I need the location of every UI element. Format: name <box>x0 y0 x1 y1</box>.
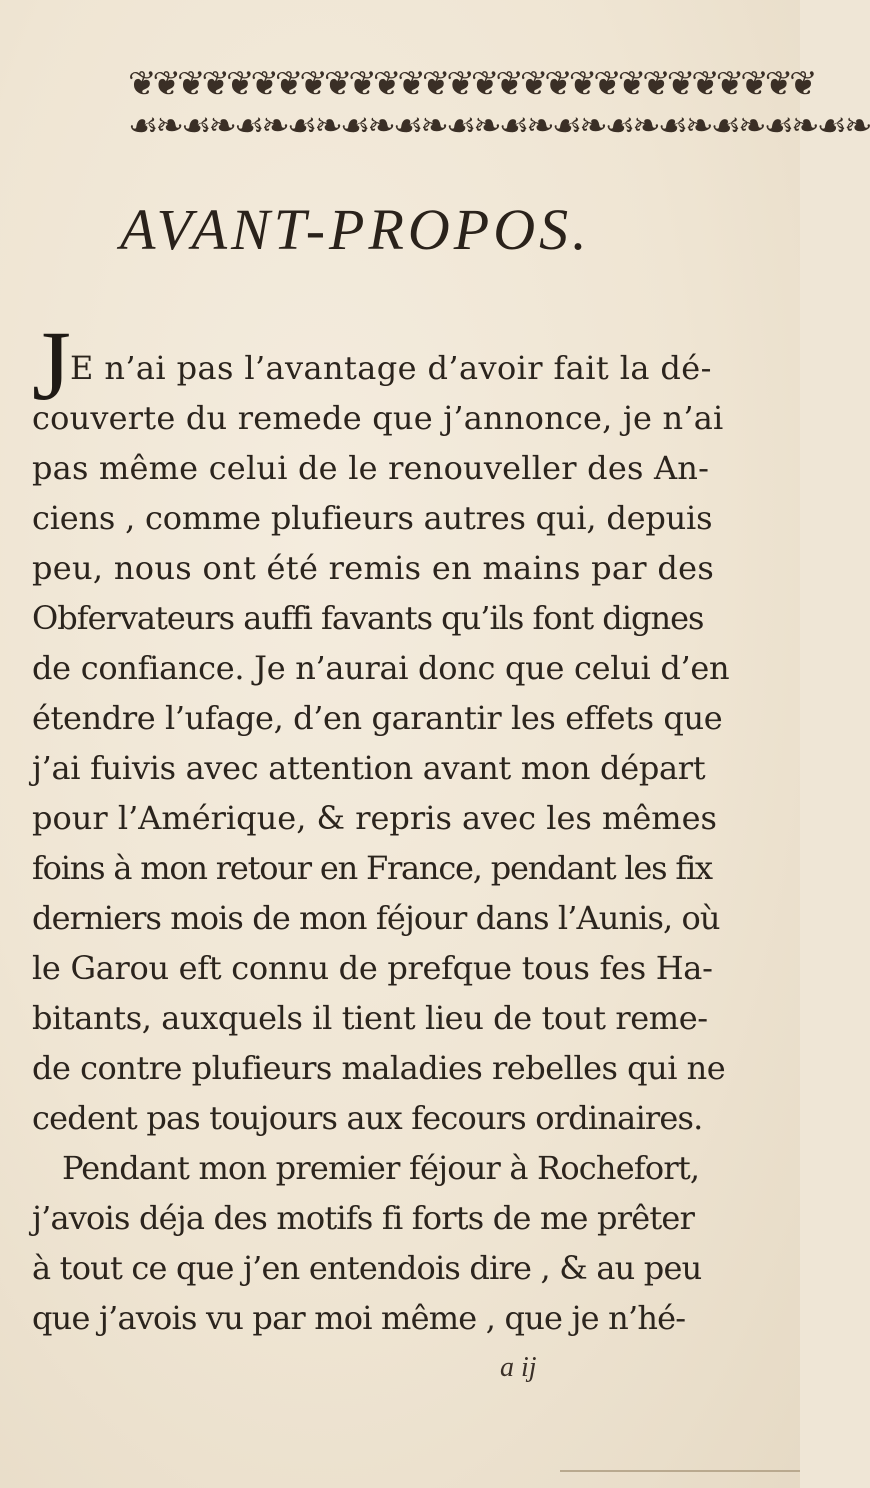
text-line-6: Obfervateurs auffi favants qu’ils font dignes <box>32 599 704 637</box>
text-line-13: le Garou eft connu de prefque tous fes Ha- <box>32 949 713 987</box>
text-line-18: j’avois déja des motifs fi forts de me prêter <box>32 1199 695 1237</box>
text-line-5: peu, nous ont été remis en mains par des <box>32 549 715 587</box>
text-line-14: bitants, auxquels il tient lieu de tout reme- <box>32 999 708 1037</box>
text-line-19: à tout ce que j’en entendois dire , & au peu <box>32 1249 702 1287</box>
text-line-11: foins à mon retour en France, pendant les fix <box>32 849 712 887</box>
page-heading: AVANT-PROPOS. <box>120 197 591 262</box>
text-line-16: cedent pas toujours aux fecours ordinaires. <box>32 1099 703 1137</box>
ornament-band-bottom: ☙❧☙❧☙❧☙❧☙❧☙❧☙❧☙❧☙❧☙❧☙❧☙❧☙❧☙❧ <box>128 106 870 146</box>
text-line-2: couverte du remede que j’annonce, je n’ai <box>32 399 724 437</box>
text-line-9: j’ai fuivis avec attention avant mon départ <box>32 749 706 787</box>
text-line-1: E n’ai pas l’avantage d’avoir fait la dé- <box>70 349 712 387</box>
text-line-12: derniers mois de mon féjour dans l’Aunis, où <box>32 899 720 937</box>
drop-capital: J <box>32 310 71 421</box>
signature-mark: a ij <box>500 1352 537 1383</box>
text-line-4: ciens , comme plufieurs autres qui, depuis <box>32 499 713 537</box>
text-line-7: de confiance. Je n’aurai donc que celui d’en <box>32 649 730 687</box>
text-line-17: Pendant mon premier féjour à Rochefort, <box>62 1149 700 1187</box>
text-line-20: que j’avois vu par moi même , que je n’hé- <box>32 1299 686 1337</box>
ornament-band-top: ❦❦❦❦❦❦❦❦❦❦❦❦❦❦❦❦❦❦❦❦❦❦❦❦❦❦❦❦ <box>128 64 814 104</box>
text-line-3: pas même celui de le renouveller des An- <box>32 449 710 487</box>
text-line-15: de contre plufieurs maladies rebelles qui ne <box>32 1049 726 1087</box>
text-line-8: étendre l’ufage, d’en garantir les effets que <box>32 699 723 737</box>
bottom-edge-rule <box>560 1470 800 1472</box>
text-line-10: pour l’Amérique, & repris avec les mêmes <box>32 799 717 837</box>
